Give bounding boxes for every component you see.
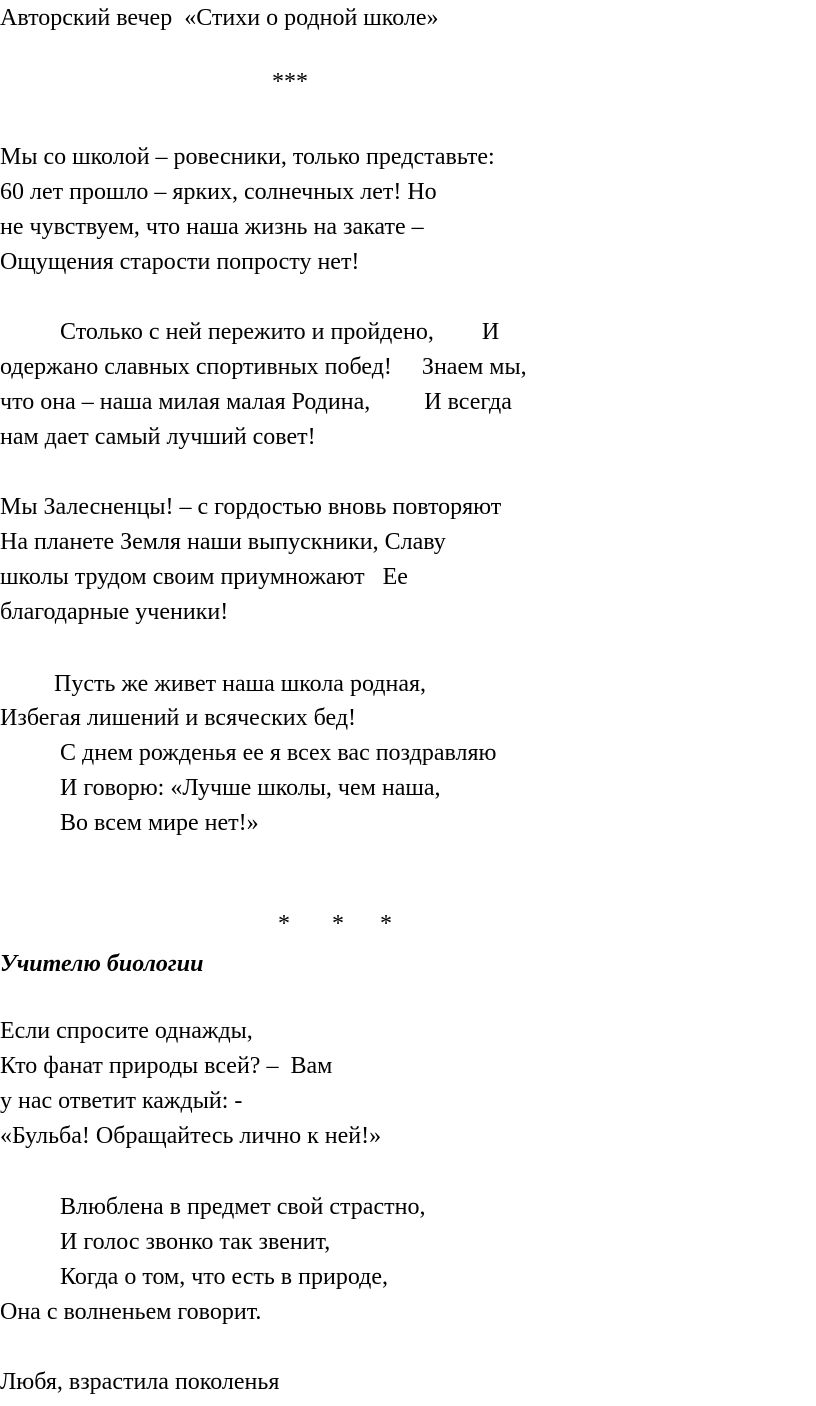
poem-line: Если спросите однажды, [0, 1018, 253, 1044]
poem-line: нам дает самый лучший совет! [0, 424, 316, 450]
poem-line: Мы Залесненцы! – с гордостью вновь повторяют [0, 494, 502, 520]
poem-line: Влюблена в предмет свой страстно, [0, 1194, 426, 1220]
poem-line: Любя, взрастила поколенья [0, 1369, 280, 1395]
document-header: Авторский вечер «Стихи о родной школе» [0, 5, 439, 31]
poem-line: С днем рожденья ее я всех вас поздравляю [0, 740, 497, 766]
poem-line: «Бульба! Обращайтесь лично к ней!» [0, 1123, 382, 1149]
poem-line: что она – наша милая малая Родина, И всегда [0, 389, 512, 415]
poem-line: И говорю: «Лучше школы, чем наша, [0, 775, 441, 801]
poem-line: Столько с ней пережито и пройдено, И [0, 319, 500, 345]
poem-line: школы трудом своим приумножают Ее [0, 564, 408, 590]
poem-line: На планете Земля наши выпускники, Славу [0, 529, 446, 555]
poem-title: Учителю биологии [0, 951, 204, 977]
poem-line: Мы со школой – ровесники, только представьте: [0, 144, 495, 170]
poem-line: благодарные ученики! [0, 599, 229, 625]
poem-line: Она с волненьем говорит. [0, 1299, 262, 1325]
poem-line: И голос звонко так звенит, [0, 1229, 331, 1255]
section-divider: *** [272, 69, 308, 95]
poem-line: Кто фанат природы всей? – Вам [0, 1053, 333, 1079]
poem-line: одержано славных спортивных побед! Знаем мы, [0, 354, 527, 380]
poem-line: не чувствуем, что наша жизнь на закате – [0, 214, 424, 240]
poem-line: у нас ответит каждый: - [0, 1088, 243, 1114]
poem-line: Во всем мире нет!» [0, 810, 259, 836]
poem-line: Избегая лишений и всяческих бед! [0, 705, 357, 731]
poem-line: Пусть же живет наша школа родная, [0, 671, 427, 697]
section-divider: * * * [278, 911, 392, 937]
poem-line: 60 лет прошло – ярких, солнечных лет! Но [0, 179, 437, 205]
poem-line: Ощущения старости попросту нет! [0, 249, 360, 275]
poem-line: Когда о том, что есть в природе, [0, 1264, 388, 1290]
